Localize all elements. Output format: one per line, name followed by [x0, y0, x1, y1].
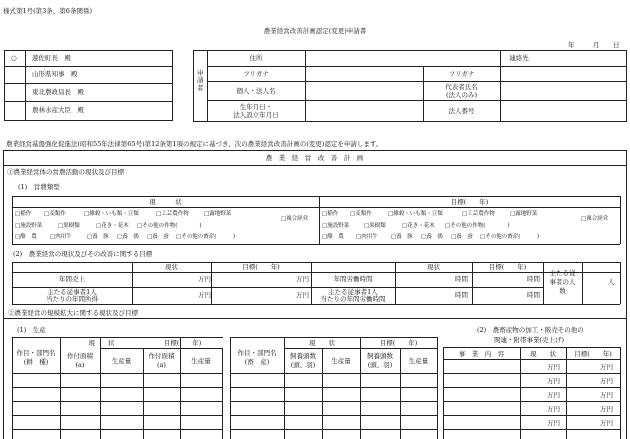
- s2-current-header: 現状: [165, 263, 178, 271]
- business-r5-target-unit[interactable]: 万円: [600, 419, 613, 427]
- name-label: 個人・法人名: [236, 87, 276, 95]
- annual-sales-label: 年間売上: [59, 275, 85, 283]
- section3-sub2-line2: 関連・附帯事業(売上げ): [494, 336, 565, 344]
- annual-sales-target-unit[interactable]: 万円: [296, 275, 309, 283]
- main-workers-unit[interactable]: 人: [608, 278, 615, 286]
- section1-title: ①農業経営体の営農活動の現状及び目標: [7, 168, 124, 176]
- crop-area-label-1: 作付面積: [67, 352, 93, 360]
- name-field[interactable]: [306, 82, 422, 99]
- addressee-minister[interactable]: 農林水産大臣 殿: [32, 106, 84, 114]
- crop-output-label: 生産量: [111, 357, 132, 365]
- birth-label: 生年月日・: [239, 103, 273, 111]
- livestock-label-1: 作目・部門名: [237, 349, 277, 357]
- target-opt-industrial[interactable]: □工芸農作物: [462, 211, 495, 217]
- livestock-label-2: (畜 産): [244, 358, 270, 366]
- contact-label: 連絡先: [509, 54, 529, 62]
- current-opt-industrial[interactable]: □工芸農作物: [156, 211, 189, 217]
- applicant-side-label: 申請者: [197, 69, 204, 92]
- furigana-label-2: フリガナ: [448, 70, 475, 78]
- current-opt-flowers[interactable]: □花き・花木: [96, 223, 129, 229]
- crop-label-2: (耕 種): [23, 358, 49, 366]
- livestock-target-heads-label-2: (頭、羽): [367, 361, 393, 369]
- s2-target-header: 目標( 年): [242, 263, 280, 271]
- target-opt-other-crop[interactable]: □その他の作物( ): [445, 223, 510, 229]
- corp-number-label: 法人番号: [448, 107, 475, 115]
- livestock-target-header: 目標( 年): [379, 339, 418, 347]
- per-worker-income-current-unit[interactable]: 万円: [198, 291, 211, 299]
- business-r1-current-unit[interactable]: 万円: [547, 363, 560, 371]
- livestock-heads-label-2: (頭、羽): [290, 361, 316, 369]
- current-opt-rice[interactable]: □稲作: [15, 211, 32, 217]
- plan-title: 農 業 経 営 改 善 計 画: [265, 154, 364, 162]
- date-day: 日: [613, 41, 620, 49]
- current-opt-other-crop[interactable]: □その他の作物( ): [137, 223, 202, 229]
- current-opt-pig[interactable]: □養 豚: [87, 234, 109, 240]
- livestock-output-label: 生産量: [331, 357, 351, 365]
- business-target-header: 目標( 年): [574, 350, 612, 358]
- target-opt-beef[interactable]: □肉用牛: [356, 234, 378, 240]
- address-label: 住所: [249, 54, 263, 62]
- target-opt-silkworm[interactable]: □養 蚕: [451, 234, 473, 240]
- section3-title: ②農業経営の規模拡大に関する現状及び目標: [8, 309, 138, 317]
- address-field[interactable]: [306, 52, 499, 65]
- section3-sub1: (1) 生産: [17, 326, 46, 334]
- business-r4-current-unit[interactable]: 万円: [547, 405, 560, 413]
- section1-current-header: 現 状: [149, 198, 182, 206]
- per-worker-hours-target-unit[interactable]: 時間: [527, 291, 540, 299]
- livestock-target-heads-label-1: 飼養頭数: [367, 352, 393, 360]
- main-workers-label-1: 主たる従: [549, 269, 576, 277]
- date-year: 年: [568, 41, 575, 49]
- crop-target-area-label-1: 作付面積: [148, 352, 175, 360]
- s2-current-header-2: 現状: [427, 263, 440, 271]
- per-worker-income-target-unit[interactable]: 万円: [296, 291, 309, 299]
- selection-mark: ○: [11, 54, 17, 62]
- per-worker-hours-current-unit[interactable]: 時間: [455, 291, 468, 299]
- target-opt-other-livestock[interactable]: □その他の畜産( ): [480, 234, 539, 240]
- business-r3-target-unit[interactable]: 万円: [600, 391, 613, 399]
- target-opt-rice[interactable]: □稲作: [322, 211, 339, 217]
- application-statement: 農業経営基盤強化促進法(昭和55年法律第65号)第12条第1項の規定に基づき、次の農業経営改善計画の(変更)認定を申請します。: [6, 140, 383, 148]
- current-opt-open-veg[interactable]: □露地野菜: [204, 211, 232, 217]
- section2-title: (2) 農業経営の現状及びその改善に関する目標: [13, 250, 153, 258]
- business-r4-target-unit[interactable]: 万円: [600, 405, 613, 413]
- annual-hours-target-unit[interactable]: 時間: [527, 275, 540, 283]
- section1-sub1: (1) 営農類型: [18, 183, 60, 191]
- business-r5-current-unit[interactable]: 万円: [547, 419, 560, 427]
- target-opt-dairy[interactable]: □酪 農: [322, 234, 344, 240]
- s2-target-header-2: 目標( 年): [488, 263, 527, 271]
- per-worker-hours-label-2: 当たりの年間労働時間: [320, 295, 386, 303]
- section3-sub2-line1: (2) 農畜産物の加工・販売その他の: [477, 326, 584, 334]
- per-worker-hours-label-1: 主たる従事者1人: [328, 288, 378, 296]
- crop-current-header: 現 状: [88, 339, 115, 347]
- livestock-target-output-label: 生産量: [408, 357, 429, 365]
- current-opt-grains[interactable]: □雑穀・いも類・豆類: [84, 211, 139, 217]
- current-opt-greenhouse[interactable]: □施設野菜: [15, 223, 43, 229]
- form-title: 農業経営改善計画認定(変更)申請書: [263, 27, 367, 35]
- representative-note: (法人のみ): [445, 91, 478, 99]
- crop-area-label-2: (a): [75, 361, 85, 369]
- crop-target-output-label: 生産量: [191, 357, 211, 365]
- addressee-town[interactable]: 遊佐町長 殿: [32, 54, 71, 62]
- annual-hours-current-unit[interactable]: 時間: [455, 275, 468, 283]
- target-opt-poultry[interactable]: □養 鶏: [421, 234, 443, 240]
- corp-number-field[interactable]: [501, 101, 625, 120]
- current-opt-wheat[interactable]: □麦類作: [44, 211, 66, 217]
- target-opt-flowers[interactable]: □花き・花木: [402, 223, 435, 229]
- target-opt-grains[interactable]: □雑穀・いも類・豆類: [388, 211, 443, 217]
- business-r2-target-unit[interactable]: 万円: [600, 377, 613, 385]
- crop-label-1: 作目・部門名: [16, 349, 56, 357]
- current-opt-poultry[interactable]: □養 鶏: [117, 234, 139, 240]
- furigana-label: フリガナ: [243, 70, 269, 78]
- addressee-prefecture[interactable]: 山形県知事 殿: [32, 70, 78, 78]
- target-opt-fruit[interactable]: □果樹類: [364, 223, 386, 229]
- annual-sales-current-unit[interactable]: 万円: [198, 275, 211, 283]
- business-current-header: 現 状: [530, 350, 556, 358]
- annual-hours-label: 年間労働時間: [333, 275, 373, 283]
- business-r1-target-unit[interactable]: 万円: [600, 363, 613, 371]
- current-opt-beef[interactable]: □肉用牛: [50, 234, 72, 240]
- section1-target-header: 目標( 年): [450, 198, 489, 206]
- main-workers-label-3: 数: [559, 287, 566, 295]
- target-opt-wheat[interactable]: □麦類作: [350, 211, 372, 217]
- livestock-current-header: 現 状: [309, 339, 335, 347]
- target-opt-greenhouse[interactable]: □施設野菜: [322, 223, 350, 229]
- current-opt-fruit[interactable]: □果樹類: [58, 223, 80, 229]
- current-opt-complex[interactable]: □複合経営: [281, 216, 309, 222]
- representative-label: 代表者氏名: [445, 83, 478, 91]
- target-opt-pig[interactable]: □養 豚: [391, 234, 413, 240]
- crop-target-header: 目標( 年): [163, 339, 202, 347]
- business-r2-current-unit[interactable]: 万円: [547, 377, 560, 385]
- form-number: 様式第1号(第3条、第6条関係): [3, 7, 92, 15]
- current-opt-dairy[interactable]: □酪 農: [15, 234, 37, 240]
- addressee-regional[interactable]: 東北農政局長 殿: [32, 88, 84, 96]
- current-opt-other-livestock[interactable]: □その他の畜産( ): [176, 234, 235, 240]
- crop-target-area-label-2: (a): [157, 361, 166, 369]
- business-r3-current-unit[interactable]: 万円: [547, 391, 560, 399]
- per-worker-income-label-1: 主たる従事者1人: [47, 288, 97, 296]
- per-worker-income-label-2: 当たりの年間所得: [46, 295, 98, 303]
- livestock-heads-label-1: 飼養頭数: [290, 352, 316, 360]
- target-opt-complex[interactable]: □複合経営: [581, 216, 609, 222]
- current-opt-silkworm[interactable]: □養 蚕: [147, 234, 169, 240]
- business-content-header: 事 業 内 容: [458, 350, 505, 358]
- date-month: 月: [593, 41, 600, 49]
- main-workers-label-2: 事者の人: [549, 278, 576, 286]
- established-label: 法人設立年月日: [233, 111, 279, 119]
- target-opt-open-veg[interactable]: □露地野菜: [510, 211, 538, 217]
